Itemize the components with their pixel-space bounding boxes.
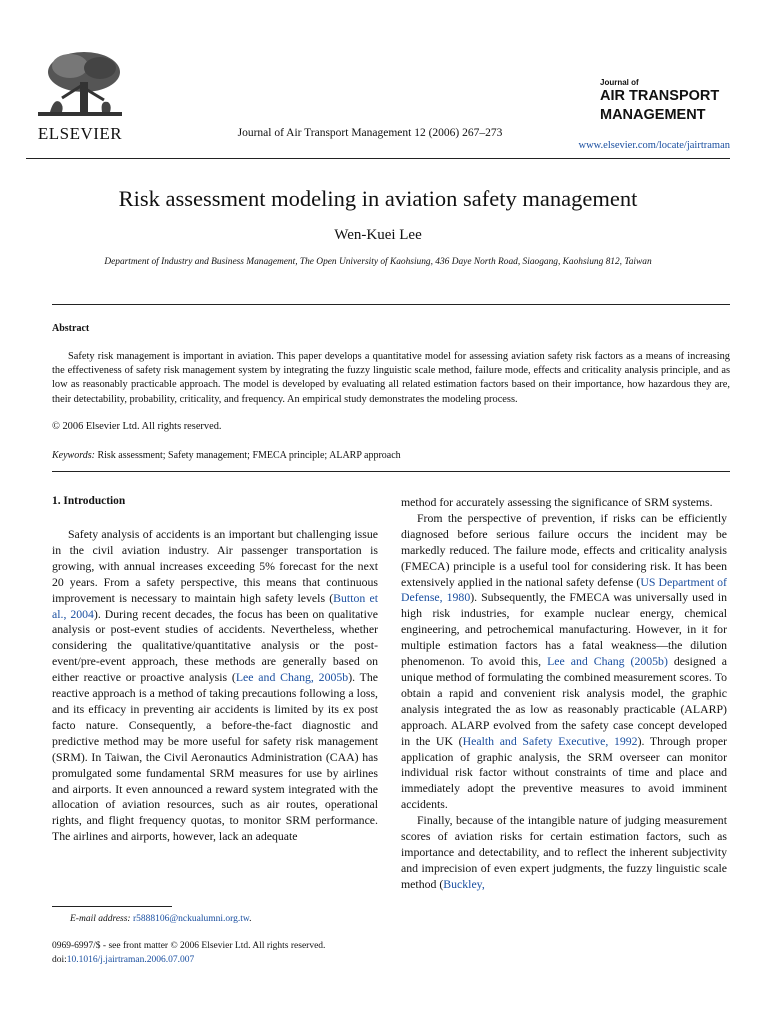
section-heading-introduction: 1. Introduction (52, 495, 126, 507)
author-affiliation: Department of Industry and Business Management, The Open University of Kaohsiung, 436 Daye North Road, Siaogang, Kaohsiung 812, Taiwan (104, 257, 652, 267)
email-link[interactable]: r5888106@nckualumni.org.tw (132, 914, 250, 924)
elsevier-logo (26, 48, 134, 143)
abstract-copyright: © 2006 Elsevier Ltd. All rights reserved. (52, 421, 222, 432)
doi-label: doi: (52, 955, 67, 965)
article-author: Wen-Kuei Lee (334, 227, 422, 243)
issn-line: 0969-6997/$ - see front matter © 2006 Elsevier Ltd. All rights reserved. (52, 941, 326, 951)
journal-citation: Journal of Air Transport Management 12 (2006) 267–273 (237, 127, 503, 139)
text-run: . (249, 914, 252, 924)
keywords-label: Keywords: (52, 450, 95, 461)
text-run: ). The reactive approach is a method of taking precautions following a loss, and its efficacy in preventing air accidents is limited by its ex post facto nature. Consequently, a before-the-fact diagnostic and predictive method may be more useful for safety risk management (SRM). In Taiwan, the Civil Aeronautics Administration (CAA) has promulgated some fundamental SRM measures for use by airlines and airports. It even announced a reward system integrated with the allocation of aviation resources, such as air routes, operational rights, and flight frequency quotas, to monitor SRM performance. The airlines and airports, however, lack an adequate (52, 670, 378, 844)
keywords-divider (52, 471, 730, 472)
article-title: Risk assessment modeling in aviation safety management (118, 186, 638, 211)
text-run: designed a unique method of formulating the combined measurement scores. To obtain a rapid and convenient risk analysis model, the graphic analysis integrated the as low as reasonably practicable (ALARP) approach. ALARP evolved from the safety case concept developed in the UK ( (401, 654, 727, 748)
text-run: ). Subsequently, the FMECA was universally used in high risk industries, for example nuclear energy, chemical engineering, and petrochemical manufacturing. However, in it for multiple estimation factors has a fatal weakness—the dilution phenomenon. To avoid this, (401, 590, 727, 669)
abstract-heading: Abstract (52, 323, 90, 334)
keywords (52, 450, 401, 461)
header-divider (26, 158, 730, 159)
keywords-list: Risk assessment; Safety management; FMECA principle; ALARP approach (97, 450, 401, 461)
doi-link[interactable]: 10.1016/j.jairtraman.2006.07.007 (66, 955, 195, 965)
abstract-top-divider (52, 304, 730, 305)
intro-paragraph-3 (401, 813, 727, 893)
doi-line (52, 955, 194, 965)
citation-link[interactable]: Buckley, (443, 876, 485, 891)
citation-link[interactable]: Lee and Chang, 2005b (235, 670, 349, 685)
text-run: Safety analysis of accidents is an important but challenging issue in the civil aviation industry. Air passenger transportation is growing, with annual increases exceeding 5% forecast for the next 20 years. From a safety perspective, this means that continuous improvement is necessary to maintain high safety levels ( (52, 527, 378, 605)
body-column-left (52, 527, 378, 845)
journal-brand-prefix: Journal of (600, 78, 639, 87)
abstract-text: Safety risk management is important in aviation. This paper develops a quantitative model for assessing aviation safety risk factors as a means of increasing the effectiveness of safety risk management system by integrating the fuzzy linguistic scale method, failure mode, effects and criticality analysis principle, and as low as reasonably practicable approach. The model is developed by evaluating all related estimation factors based on their importance, how hazardous they are, their detectability, probability, criticality, and frequency. An empirical study demonstrates the modeling process. (52, 351, 730, 405)
intro-paragraph-1 (52, 527, 378, 845)
journal-brand (600, 78, 740, 125)
body-column-right (401, 495, 727, 893)
journal-brand-line1: AIR TRANSPORT (600, 88, 720, 104)
text-run: ). During recent decades, the focus has been on qualitative analysis or post-event studies of accidents. Nevertheless, whether considering the qualitative/quantitative analysis or the post-event/pre-event approach, these methods are generally based on either reactive or proactive analysis ( (52, 606, 378, 685)
elsevier-tree-icon (32, 48, 128, 122)
citation-link[interactable]: Health and Safety Executive, 1992 (462, 733, 638, 748)
journal-brand-line2: MANAGEMENT (600, 107, 706, 123)
author-email-footnote (70, 914, 252, 924)
citation-link[interactable]: Button et al., 2004 (52, 590, 378, 621)
citation-link[interactable]: US Department of Defense, 1980 (401, 574, 727, 605)
citation-link[interactable]: Lee and Chang (2005b) (547, 654, 668, 669)
publisher-name: ELSEVIER (37, 124, 123, 143)
text-run: Finally, because of the intangible nature of judging measurement scores of aviation risks for certain estimation factors, such as importance and detectability, and to reflect the inherent subjectivity and imprecision of even expert judgments, the fuzzy linguistic scale method ( (401, 813, 727, 891)
intro-paragraph-continued: method for accurately assessing the significance of SRM systems. (401, 495, 713, 509)
footnote-divider (52, 906, 172, 907)
email-label: E-mail address: (70, 914, 131, 924)
intro-paragraph-2 (401, 511, 727, 813)
text-run: From the perspective of prevention, if risks can be efficiently diagnosed before serious failure occurs the incident may be markedly reduced. The failure mode, effects and criticality analysis (FMECA) principle is a useful tool for considering risk. It has been extensively applied in the national safety defense ( (401, 510, 727, 589)
text-run: ). Through proper application of graphic analysis, the SRM overseer can monitor individual risk factor without constraints of time and place and immediately adopt the preventive measures to avoid imminent accidents. (401, 733, 728, 812)
journal-url-link[interactable]: www.elsevier.com/locate/jairtraman (578, 140, 730, 151)
